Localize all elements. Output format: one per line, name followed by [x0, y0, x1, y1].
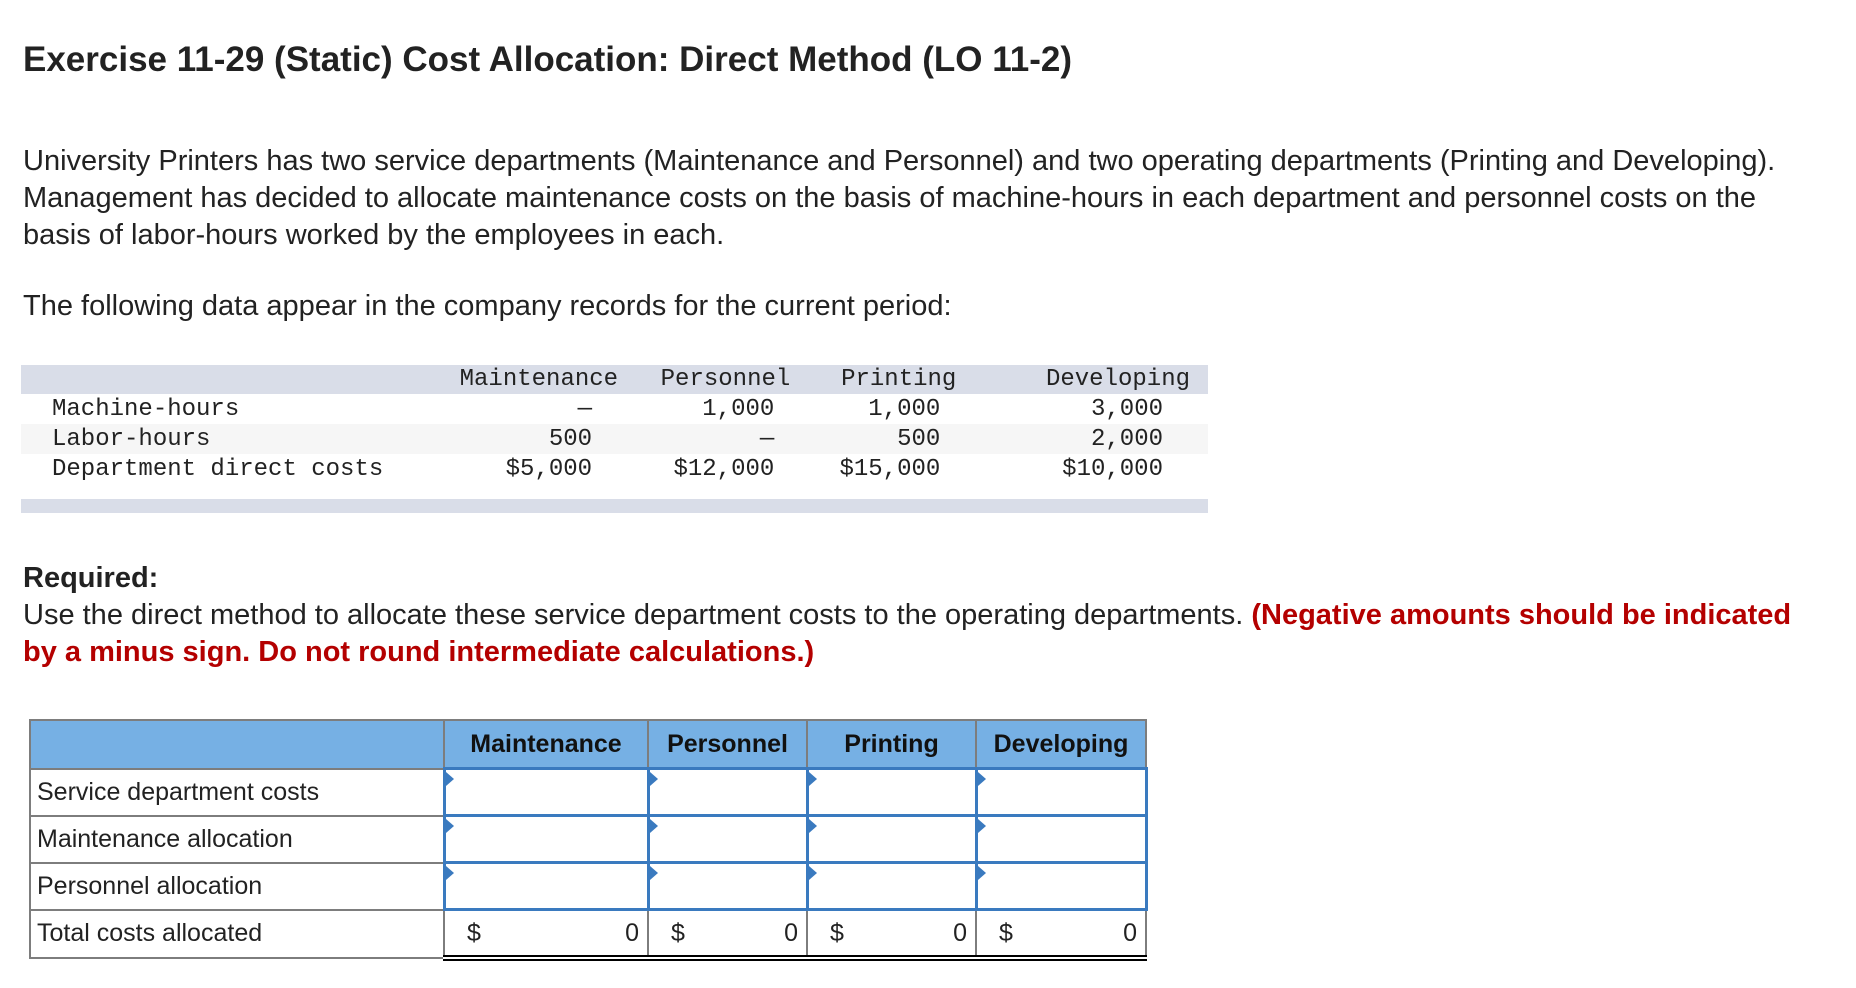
cell-marker-icon — [978, 772, 986, 786]
cell-marker-icon — [446, 819, 454, 833]
header-developing: Developing — [956, 365, 1208, 394]
service-costs-personnel-input[interactable] — [648, 769, 807, 816]
table-row: Machine-hours — 1,000 1,000 3,000 — [52, 395, 1163, 423]
cell-marker-icon — [809, 819, 817, 833]
table-row: Maintenance allocation — [30, 816, 1146, 863]
cell-marker-icon — [650, 866, 658, 880]
table-row: Labor-hours 500 — 500 2,000 — [21, 424, 1208, 454]
data-intro-text: The following data appear in the company records for the current period: — [23, 290, 952, 322]
cell-marker-icon — [446, 772, 454, 786]
header-printing: Printing — [807, 720, 976, 769]
required-text: Use the direct method to allocate these service department costs to the operating departments. — [23, 599, 1244, 631]
table-row: Service department costs — [30, 769, 1146, 816]
required-section — [23, 560, 1823, 671]
service-costs-printing-input[interactable] — [807, 769, 976, 816]
service-costs-maintenance-input[interactable] — [444, 769, 648, 816]
service-costs-developing-input[interactable] — [976, 769, 1146, 816]
total-row: Total costs allocated $ 0 $ 0 $ 0 $ 0 — [30, 910, 1146, 959]
cell-marker-icon — [650, 772, 658, 786]
personnel-allocation-developing-input[interactable] — [976, 863, 1146, 910]
table-footer-band — [21, 499, 1208, 513]
header-personnel: Personnel — [618, 365, 790, 394]
total-personnel: $ 0 — [648, 910, 807, 959]
header-personnel: Personnel — [648, 720, 807, 769]
header-printing: Printing — [790, 365, 956, 394]
data-table-header — [21, 365, 1208, 394]
maintenance-allocation-printing-input[interactable] — [807, 816, 976, 863]
personnel-allocation-personnel-input[interactable] — [648, 863, 807, 910]
cell-marker-icon — [446, 866, 454, 880]
cell-marker-icon — [978, 819, 986, 833]
table-row: Department direct costs $5,000 $12,000 $15,000 $10,000 — [52, 455, 1163, 483]
header-maintenance: Maintenance — [459, 366, 619, 393]
data-table — [21, 365, 1208, 513]
total-developing: $ 0 — [976, 910, 1146, 959]
personnel-allocation-maintenance-input[interactable] — [444, 863, 648, 910]
header-developing: Developing — [976, 720, 1146, 769]
page-title: Exercise 11-29 (Static) Cost Allocation: Direct Method (LO 11-2) — [23, 40, 1072, 79]
cell-marker-icon — [650, 819, 658, 833]
required-heading: Required: — [23, 562, 159, 594]
cell-marker-icon — [809, 866, 817, 880]
required-note: (Negative amounts should be indicated by a minus sign. Do not round intermediate calculations.) — [23, 599, 1792, 668]
table-row: Personnel allocation — [30, 863, 1146, 910]
personnel-allocation-printing-input[interactable] — [807, 863, 976, 910]
header-maintenance: Maintenance — [444, 720, 648, 769]
total-maintenance: $ 0 — [444, 910, 648, 959]
answer-table-header — [30, 720, 1146, 769]
answer-table — [29, 719, 1148, 961]
maintenance-allocation-maintenance-input[interactable] — [444, 816, 648, 863]
total-printing: $ 0 — [807, 910, 976, 959]
maintenance-allocation-personnel-input[interactable] — [648, 816, 807, 863]
cell-marker-icon — [809, 772, 817, 786]
cell-marker-icon — [978, 866, 986, 880]
maintenance-allocation-developing-input[interactable] — [976, 816, 1146, 863]
intro-text: University Printers has two service departments (Maintenance and Personnel) and two operating departments (Printing and Developing). Management has decided to allocate maintenance costs on the basis of machine-hours in each department and personnel costs on the basis of labor-hours worked by the employees in each. — [23, 145, 1776, 251]
